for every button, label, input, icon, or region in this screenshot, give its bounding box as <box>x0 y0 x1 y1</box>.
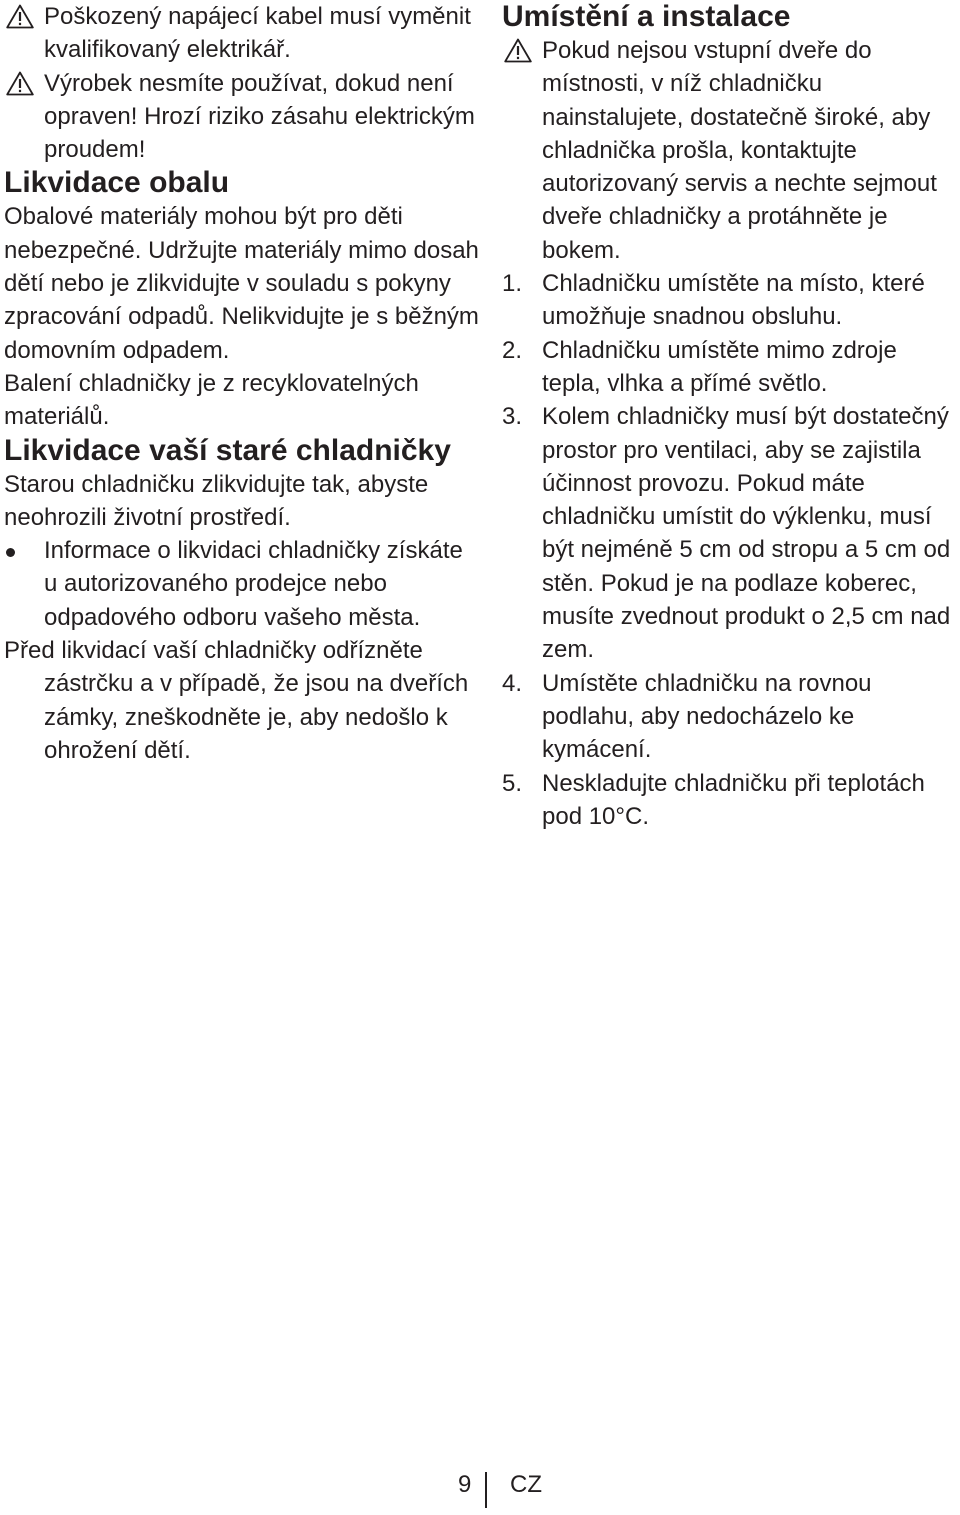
heading-old-fridge: Likvidace vaší staré chladničky <box>4 433 451 467</box>
heading-packaging: Likvidace obalu <box>4 166 230 200</box>
step-text: Umístěte chladničku na rovnou podlahu, aby nedocházelo ke kymácení. <box>542 669 872 764</box>
bullet-dot-icon <box>6 548 15 557</box>
warning-text: Pokud nejsou vstupní dveře do místnosti, v níž chladničku nainstalujete, dostatečně široké, aby chladnička prošla, kontaktujte autorizovaný servis a nechte sejmout dveře chladničky a protáhněte je bokem. <box>542 37 937 264</box>
step-text: Chladničku umístěte mimo zdroje tepla, vlhka a přímé světlo. <box>542 336 897 397</box>
page-footer <box>0 1470 960 1510</box>
step-text: Chladničku umístěte na místo, které umožňuje snadnou obsluhu. <box>542 270 925 331</box>
warning-triangle-icon <box>6 71 34 96</box>
bullet-text: Informace o likvidaci chladničky získáte u autorizovaného prodejce nebo odpadového odboru vašeho města. <box>44 537 463 631</box>
list-item <box>502 334 958 401</box>
footer-divider <box>485 1472 487 1508</box>
old-fridge-intro: Starou chladničku zlikvidujte tak, abyste neohrozili životní prostředí. <box>4 470 429 531</box>
packaging-paragraph: Balení chladničky je z recyklovatelných materiálů. <box>4 369 419 431</box>
step-number: 3. <box>502 403 523 431</box>
list-item <box>502 767 958 834</box>
packaging-paragraph: Obalové materiály mohou být pro děti nebezpečné. Udržujte materiály mimo dosah dětí nebo je zlikvidujte v souladu s pokyny zpracování odpadů. Nelikvidujte je s běžným domovním odpadem. <box>4 203 479 364</box>
warning-text: Výrobek nesmíte používat, dokud není opraven! Hrozí riziko zásahu elektrickým proudem! <box>44 69 475 164</box>
warning-triangle-icon <box>504 38 532 63</box>
step-text: Kolem chladničky musí být dostatečný prostor pro ventilaci, aby se zajistila účinnost provozu. Pokud máte chladničku umístit do výklenku, musí být nejméně 5 cm od stropu a 5 cm od stěn. Pokud je na podlaze koberec, musíte zvednout produkt o 2,5 cm nad zem. <box>542 403 951 664</box>
language-code: CZ <box>510 1471 542 1498</box>
step-number: 2. <box>502 336 523 364</box>
warning-triangle-icon <box>6 4 34 29</box>
warning-text: Poškozený napájecí kabel musí vyměnit kvalifikovaný elektrikář. <box>44 3 471 64</box>
step-number: 4. <box>502 669 523 697</box>
warning-repair <box>4 67 482 167</box>
list-item <box>502 267 958 334</box>
list-item <box>4 534 482 634</box>
left-column <box>4 0 482 767</box>
list-item <box>502 400 958 666</box>
step-text: Neskladujte chladničku při teplotách pod 10°C. <box>542 769 925 830</box>
right-column <box>502 0 958 833</box>
step-number: 5. <box>502 769 523 797</box>
heading-installation: Umístění a instalace <box>502 0 791 33</box>
old-fridge-closing: Před likvidací vaší chladničky odřízněte zástrčku a v případě, že jsou na dveřích zámky, zneškodněte je, aby nedošlo k ohrožení dětí. <box>4 637 469 764</box>
warning-door <box>502 34 958 267</box>
step-number: 1. <box>502 270 523 298</box>
list-item <box>502 667 958 767</box>
warning-cable <box>4 0 482 67</box>
page-number: 9 <box>458 1471 472 1498</box>
